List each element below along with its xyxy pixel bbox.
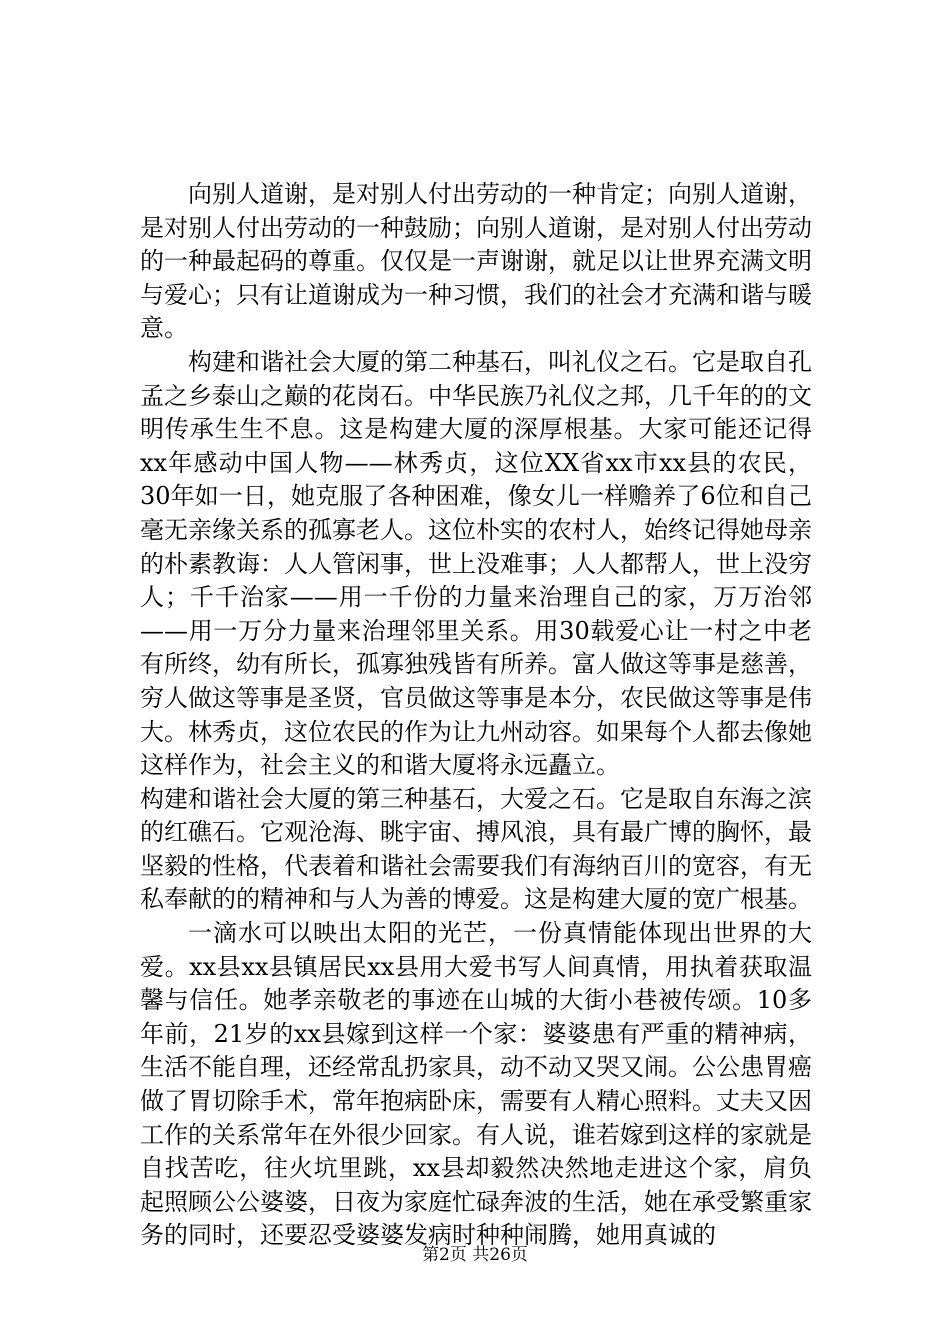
- paragraph-thanks: 向别人道谢，是对别人付出劳动的一种肯定；向别人道谢，是对别人付出劳动的一种鼓励；向别人道谢，是对别人付出劳动的一种最起码的尊重。仅仅是一声谢谢，就足以让世界充满文明与爱心；只有让道谢成为一种习惯，我们的社会才充满和谐与暖意。: [140, 180, 812, 343]
- paragraph-great-love-stone: 构建和谐社会大厦的第三种基石，大爱之石。它是取自东海之滨的红礁石。它观沧海、眺宇宙、搏风浪，具有最广博的胸怀，最坚毅的性格，代表着和谐社会需要我们有海纳百川的宽容，有无私奉献的的精神和与人为善的博爱。这是构建大厦的宽广根基。: [140, 784, 812, 914]
- page-number-footer: 第2页 共26页: [422, 1245, 528, 1265]
- document-body: [140, 178, 812, 1253]
- paragraph-water-drop: 一滴水可以映出太阳的光芒，一份真情能体现出世界的大爱。xx县xx县镇居民xx县用大爱书写人间真情，用执着获取温馨与信任。她孝亲敬老的事迹在山城的大街小巷被传颂。10多年前，21岁的xx县嫁到这样一个家：婆婆患有严重的精神病，生活不能自理，还经常乱扔家具，动不动又哭又闹。公公患胃癌做了胃切除手术，常年抱病卧床，需要有人精心照料。丈夫又因工作的关系常年在外很少回家。有人说，谁若嫁到这样的家就是自找苦吃，往火坑里跳，xx县却毅然决然地走进这个家，肩负起照顾公公婆婆，日夜为家庭忙碌奔波的生活，她在承受繁重家务的同时，还要忍受婆婆发病时种种闹腾，她用真诚的: [140, 919, 812, 1250]
- paragraph-etiquette-stone: 构建和谐社会大厦的第二种基石，叫礼仪之石。它是取自孔孟之乡泰山之巅的花岗石。中华民族乃礼仪之邦，几千年的的文明传承生生不息。这是构建大厦的深厚根基。大家可能还记得xx年感动中国人物——林秀贞，这位XX省xx市xx县的农民，30年如一日，她克服了各种困难，像女儿一样赡养了6位和自己毫无亲缘关系的孤寡老人。这位朴实的农村人，始终记得她母亲的朴素教诲：人人管闲事，世上没难事；人人都帮人，世上没穷人；千千治家——用一千份的力量来治理自己的家，万万治邻——用一万分力量来治理邻里关系。用30载爱心让一村之中老有所终，幼有所长，孤寡独残皆有所养。富人做这等事是慈善，穷人做这等事是圣贤，官员做这等事是本分，农民做这等事是伟大。林秀贞，这位农民的作为让九州动容。如果每个人都去像她这样作为，社会主义的和谐大厦将永远矗立。: [140, 347, 812, 780]
